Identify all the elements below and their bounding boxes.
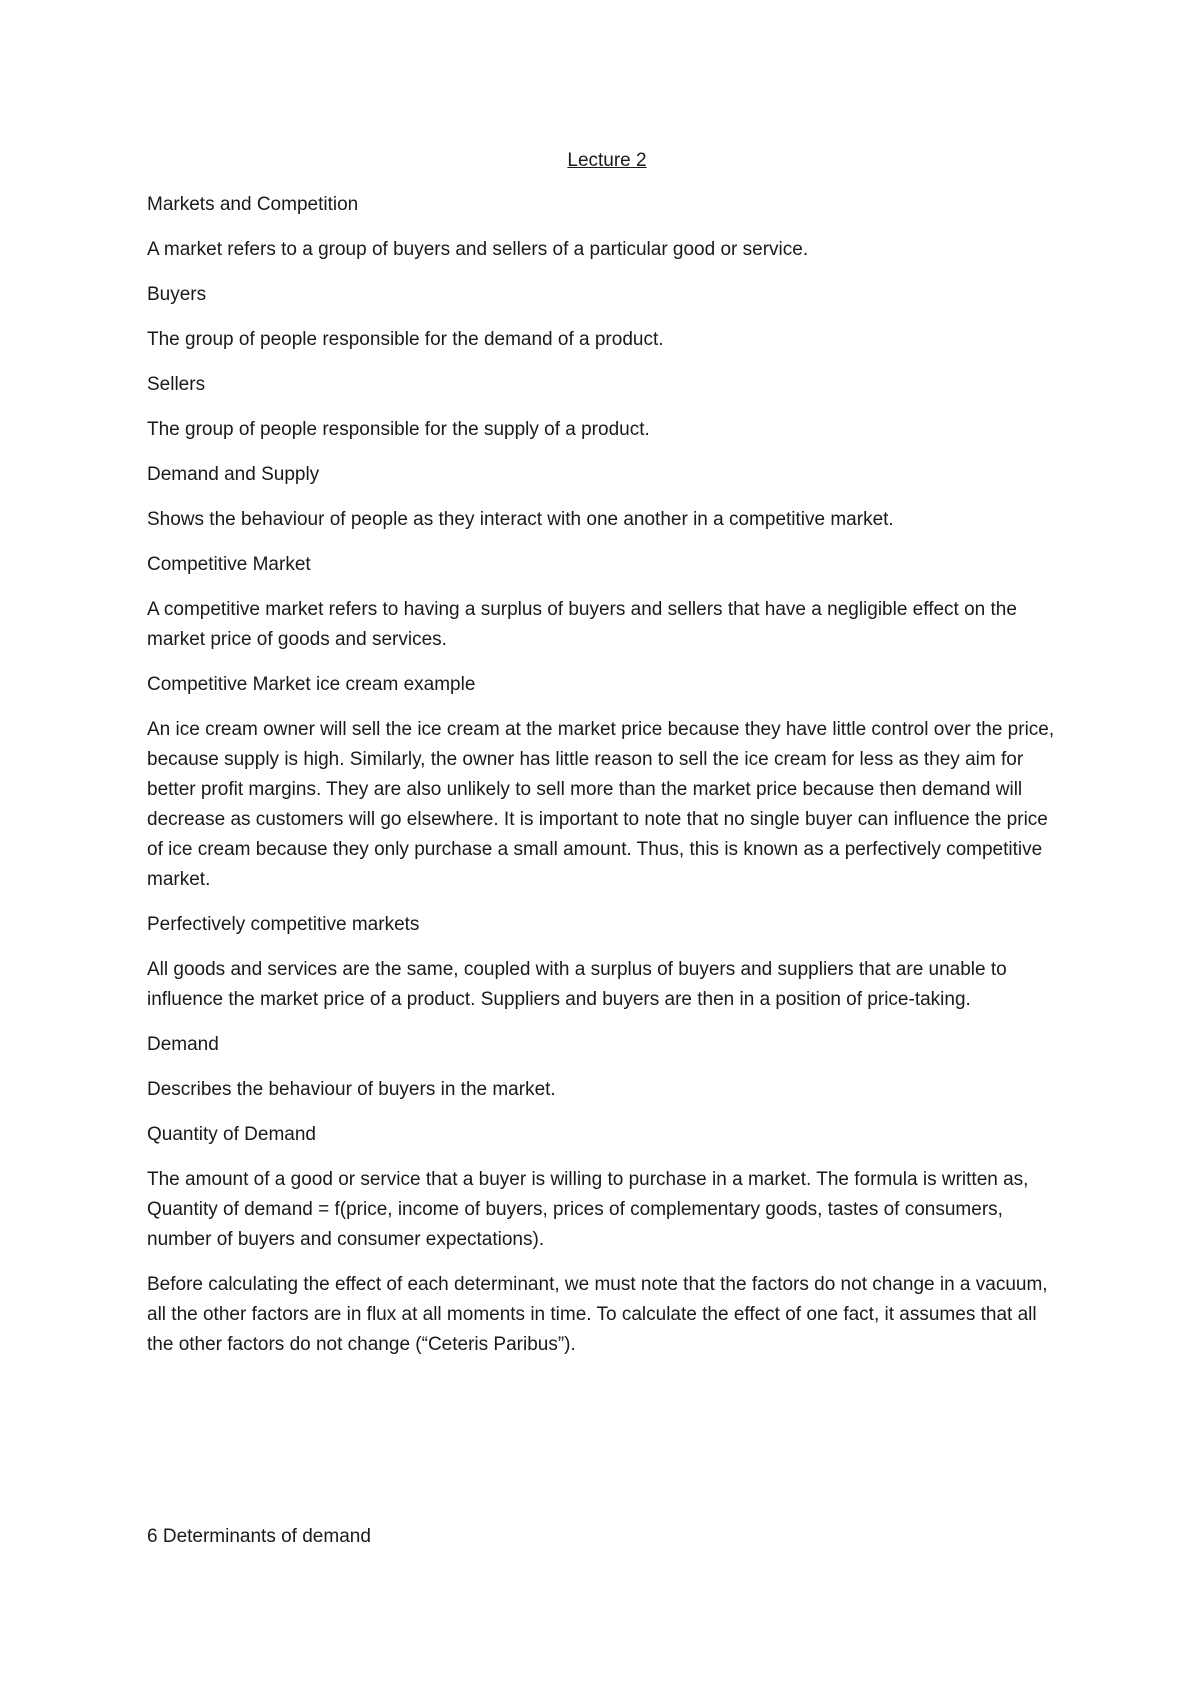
section-heading-ice-cream-example: Competitive Market ice cream example [147, 674, 476, 695]
section-text-sellers: The group of people responsible for the supply of a product. [147, 419, 650, 440]
next-section-heading: 6 Determinants of demand [147, 1526, 371, 1547]
section-text-demand: Describes the behaviour of buyers in the market. [147, 1079, 556, 1100]
section-heading-quantity-of-demand: Quantity of Demand [147, 1124, 316, 1145]
section-text-competitive-market: A competitive market refers to having a surplus of buyers and sellers that have a negligible effect on the market price of goods and services. [147, 599, 1017, 650]
section-text-buyers: The group of people responsible for the demand of a product. [147, 329, 664, 350]
section-text-perfectively-competitive-markets: All goods and services are the same, coupled with a surplus of buyers and suppliers that are unable to influence the market price of a product. Suppliers and buyers are then in a position of price-taking. [147, 959, 1007, 1010]
section-text-quantity-of-demand: The amount of a good or service that a buyer is willing to purchase in a market. The formula is written as, Quantity of demand = f(price, income of buyers, prices of complementary goods, tastes of consumers, number of buyers and consumer expectations). [147, 1169, 1029, 1250]
section-heading-buyers: Buyers [147, 284, 207, 305]
section-text-markets-and-competition: A market refers to a group of buyers and sellers of a particular good or service. [147, 239, 809, 260]
section-heading-markets-and-competition: Markets and Competition [147, 194, 359, 215]
document-title: Lecture 2 [567, 150, 647, 171]
section-text-ice-cream-example: An ice cream owner will sell the ice cream at the market price because they have little control over the price, because supply is high. Similarly, the owner has little reason to sell the ice cream for less as they aim for better profit margins. They are also unlikely to sell more than the market price because then demand will decrease as customers will go elsewhere. It is important to note that no single buyer can influence the price of ice cream because they only purchase a small amount. Thus, this is known as a perfectively competitive market. [147, 719, 1055, 890]
section-text-demand-and-supply: Shows the behaviour of people as they interact with one another in a competitive market. [147, 509, 894, 530]
section-heading-perfectively-competitive-markets: Perfectively competitive markets [147, 914, 420, 935]
section-heading-competitive-market: Competitive Market [147, 554, 311, 575]
closing-paragraph: Before calculating the effect of each determinant, we must note that the factors do not change in a vacuum, all the other factors are in flux at all moments in time. To calculate the effect of one fact, it assumes that all the other factors do not change (“Ceteris Paribus”). [147, 1274, 1048, 1355]
document-body [147, 146, 1067, 1375]
section-heading-sellers: Sellers [147, 374, 206, 395]
section-heading-demand: Demand [147, 1034, 219, 1055]
section-heading-demand-and-supply: Demand and Supply [147, 464, 320, 485]
